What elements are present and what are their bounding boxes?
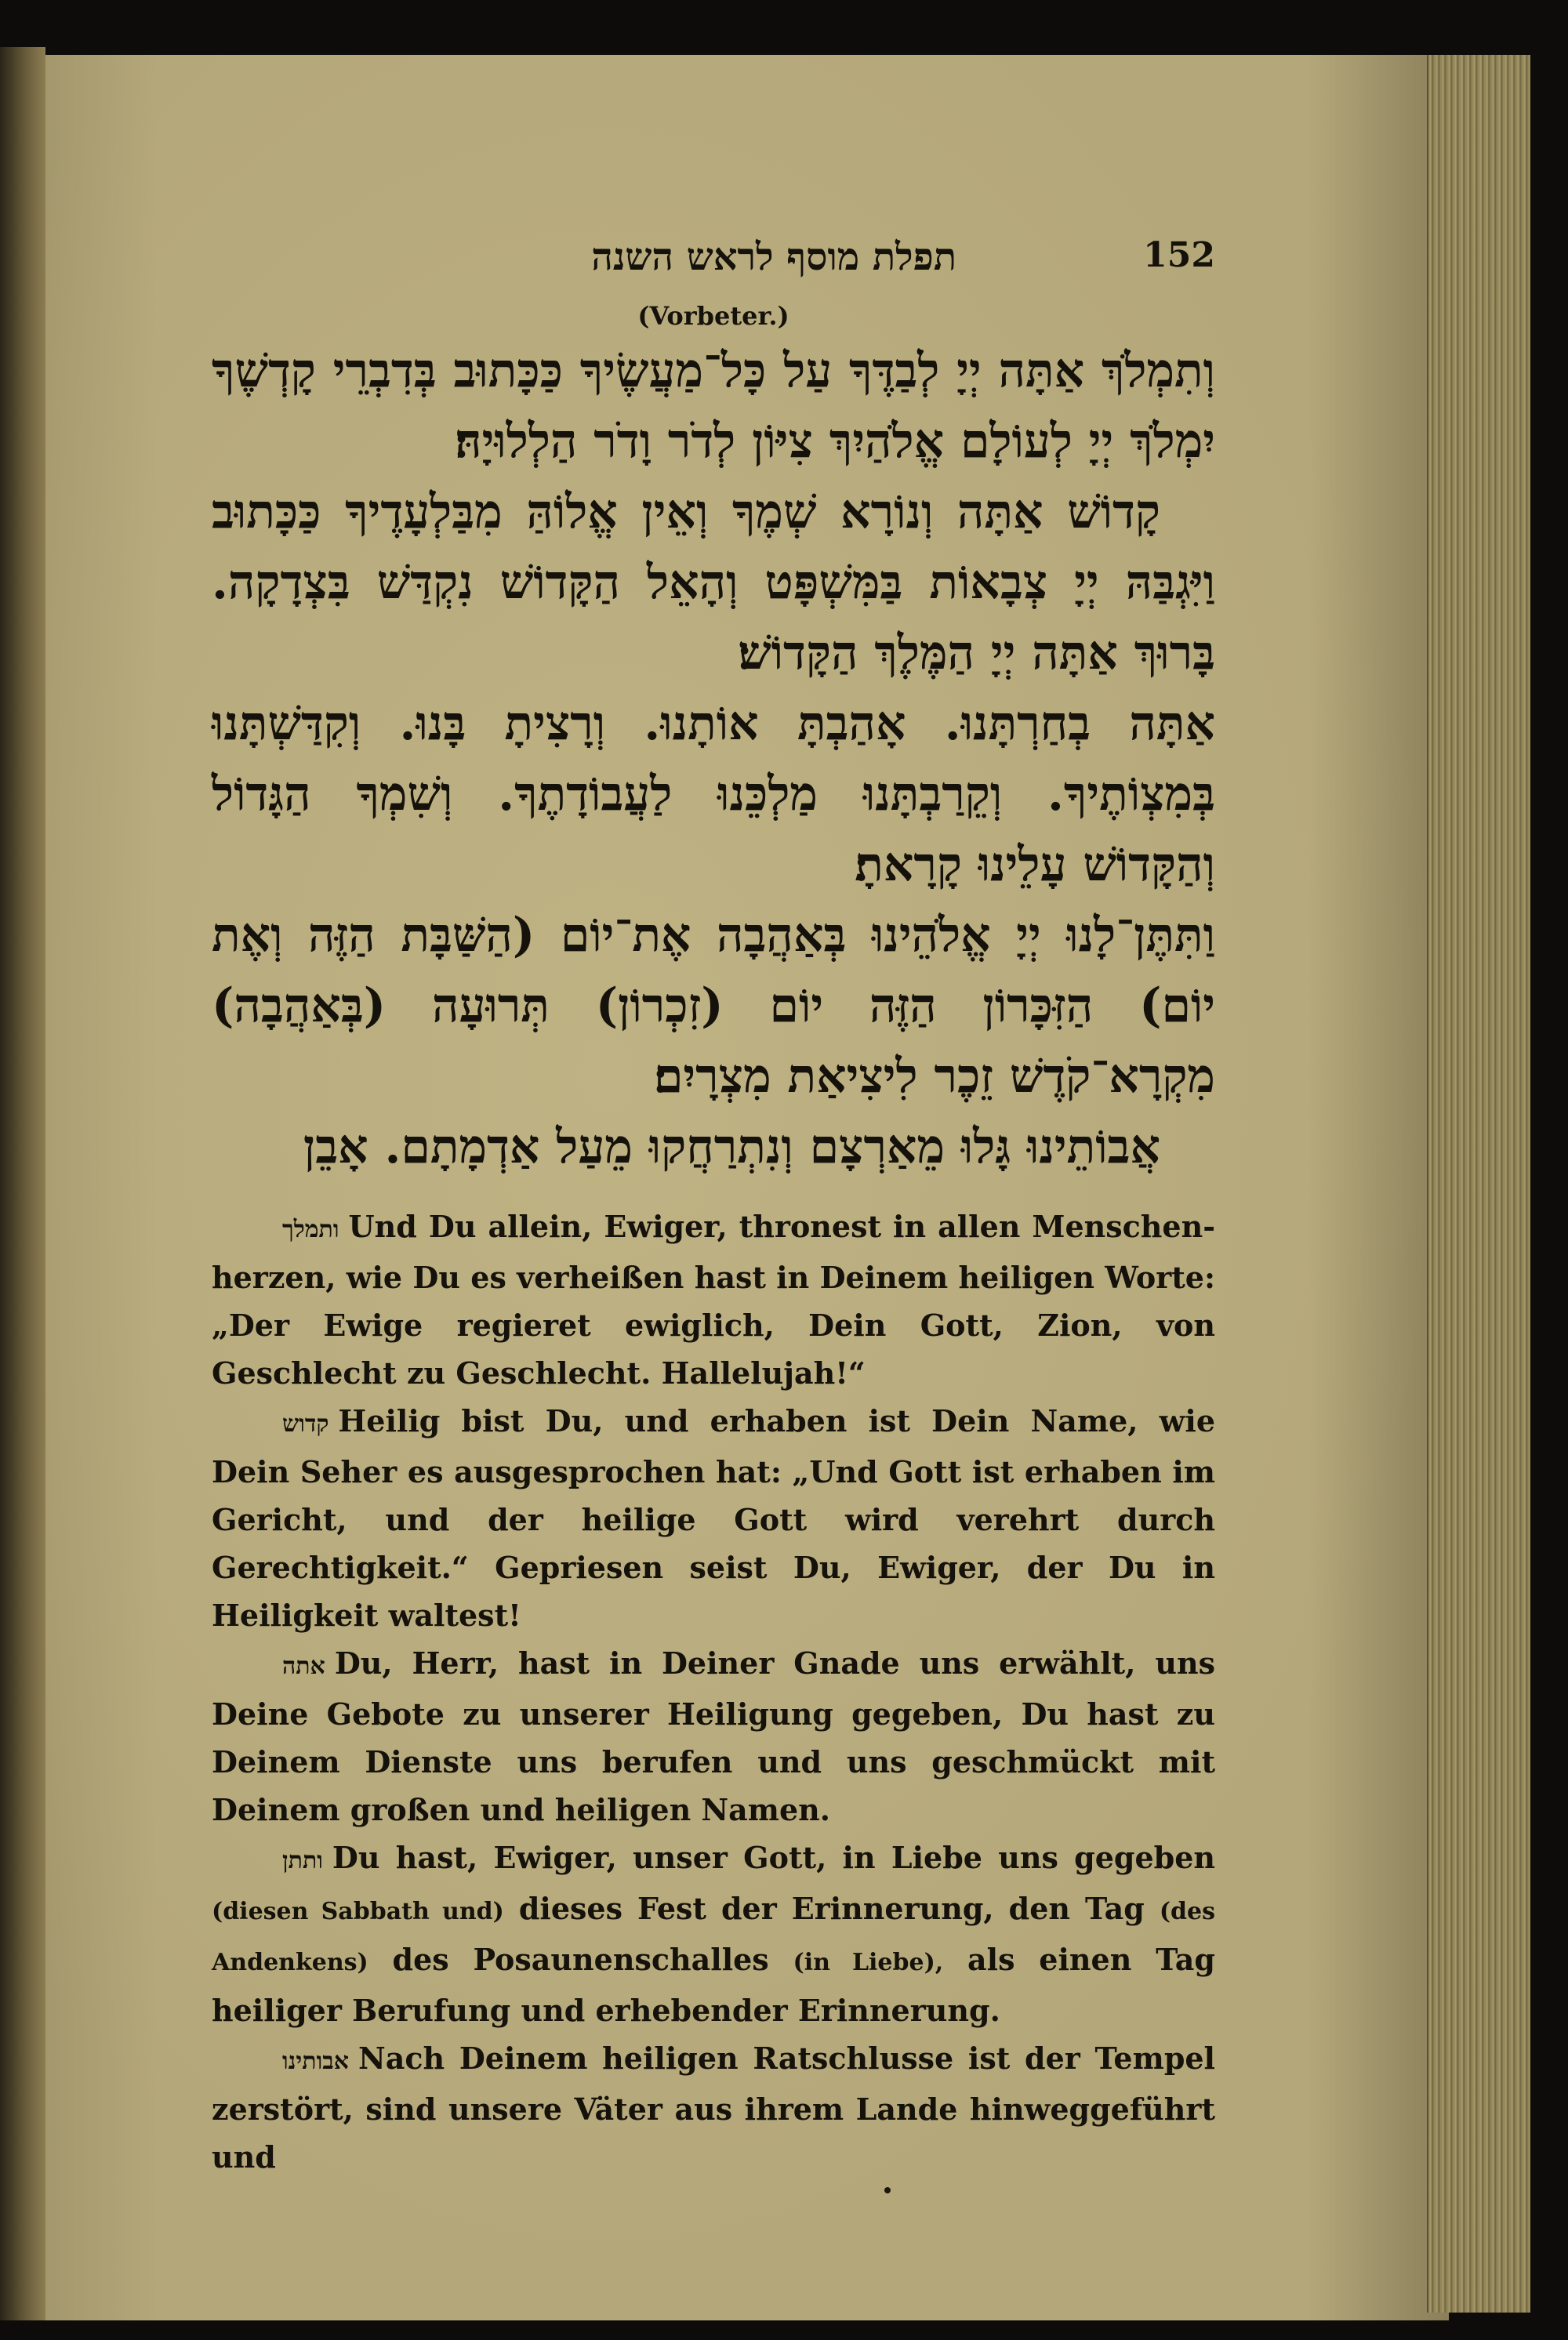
translation-text: dieses Fest der Erinnerung, den Tag	[518, 1891, 1145, 1926]
parenthetical-note: (diesen Sabbath und)	[212, 1898, 504, 1925]
parenthetical-note: (in Liebe),	[793, 1949, 944, 1976]
translation-paragraph	[212, 1203, 1215, 1397]
translation-text: Und Du allein, Ewiger, thronest in allen Menschen-herzen, wie Du es verheißen hast in Deinem heiligen Worte: „Der Ewige regieret ewiglich, Dein Gott, Zion, von Geschlecht zu Geschlecht. Hallelujah!“	[212, 1209, 1215, 1391]
hebrew-paragraph: קָדוֹשׁ אַתָּה וְנוֹרָא שְׁמֶךָ וְאֵין אֱלוֹהַּ מִבַּלְעָדֶיךָ כַּכָּתוּב וַיִּגְבַּהּ יְיָ צְבָאוֹת בַּמִּשְׁפָּט וְהָאֵל הַקָּדוֹשׁ נִקְדַּשׁ בִּצְדָקָה. בָּרוּךְ אַתָּה יְיָ הַמֶּלֶךְ הַקָּדוֹשׁ׃	[212, 484, 1215, 680]
hebrew-cue-word: ותתן	[282, 1847, 323, 1874]
translation-paragraph	[212, 1397, 1215, 1639]
hebrew-paragraph: וְתִמְלֹךְ אַתָּה יְיָ לְבַדֶּךָ עַל כָּל־מַעֲשֶׂיךָ כַּכָּתוּב בְּדִבְרֵי קָדְשֶׁךָ יִמְלֹךְ יְיָ לְעוֹלָם אֱלֹהַיִךְ צִיּוֹן לְדֹר וָדֹר הַלְלוּיָהּ׃	[212, 343, 1215, 469]
page-fore-edge	[1427, 55, 1530, 2313]
page-number: 152	[1143, 235, 1215, 275]
parenthetical-note: (des Andenkens)	[212, 1898, 1215, 1976]
page-left-edge	[0, 47, 45, 2320]
running-header	[212, 235, 1215, 298]
translation-text: als einen Tag heiliger Berufung und erhebender Erinnerung.	[212, 1942, 1215, 2028]
translation-text: Du, Herr, hast in Deiner Gnade uns erwählt, uns Deine Gebote zu unserer Heiligung gegeben, Du hast zu Deinem Dienste uns berufen und uns geschmückt mit Deinem großen und heiligen Namen.	[212, 1645, 1215, 1827]
hebrew-paragraph: אֲבוֹתֵינוּ גָּלוּ מֵאַרְצָם וְנִתְרַחֲקוּ מֵעַל אַדְמָתָם. אָבֵן	[303, 1119, 1160, 1174]
hebrew-cue-word: ותמלך	[282, 1216, 339, 1243]
hebrew-cue-word: אבותינו	[282, 2048, 349, 2075]
translation-paragraph	[212, 1834, 1215, 2034]
hebrew-paragraph: וַתִּתֶּן־לָנוּ יְיָ אֱלֹהֵינוּ בְּאַהֲבָה אֶת־יוֹם (הַשַּׁבָּת הַזֶּה וְאֶת יוֹם) הַזִּכָּרוֹן הַזֶּה יוֹם (זִכְרוֹן) תְּרוּעָה (בְּאַהֲבָה) מִקְרָא־קֹדֶשׁ זֵכֶר לִיצִיאַת מִצְרָיִם׃	[212, 908, 1215, 1104]
translation-text: Nach Deinem heiligen Ratschlusse ist der Tempel zerstört, sind unsere Väter aus ihrem Lande hinweggeführt und	[212, 2041, 1215, 2175]
translation-text: Heilig bist Du, und erhaben ist Dein Name, wie Dein Seher es ausgesprochen hat: „Und Gott ist erhaben im Gericht, und der heilige Gott wird verehrt durch Gerechtigkeit.“ Gepriesen seist Du, Ewiger, der Du in Heiligkeit waltest!	[212, 1403, 1215, 1633]
translation-text: des Posaunenschalles	[392, 1942, 769, 1977]
hebrew-paragraph: אַתָּה בְחַרְתָּנוּ. אָהַבְתָּ אוֹתָנוּ. וְרָצִיתָ בָּנוּ. וְקִדַּשְׁתָּנוּ בְּמִצְוֹתֶיךָ. וְקֵרַבְתָּנוּ מַלְכֵּנוּ לַעֲבוֹדָתֶךָ. וְשִׁמְךָ הַגָּדוֹל וְהַקָּדוֹשׁ עָלֵינוּ קָרָאתָ׃	[212, 696, 1215, 892]
hebrew-text	[212, 336, 1215, 1182]
german-translation	[212, 1203, 1215, 2181]
hebrew-cue-word: קדוש	[282, 1410, 329, 1438]
ink-dot	[884, 2187, 891, 2193]
translation-text: Du hast, Ewiger, unser Gott, in Liebe uns gegeben	[332, 1840, 1215, 1875]
voice-note: (Vorbeter.)	[637, 301, 789, 331]
translation-paragraph	[212, 1639, 1215, 1834]
header-title: תפלת מוסף לראש השנה	[591, 235, 956, 279]
translation-paragraph	[212, 2034, 1215, 2181]
page-content	[212, 235, 1215, 2181]
hebrew-cue-word: אתה	[282, 1653, 325, 1680]
